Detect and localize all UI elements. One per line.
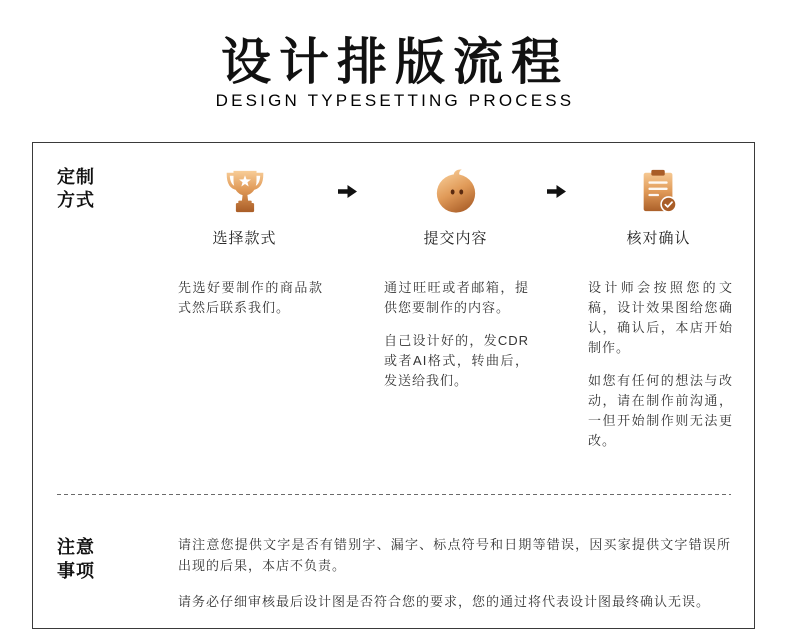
clipboard-clip xyxy=(651,170,664,176)
label-line: 事项 xyxy=(57,561,95,581)
dashed-divider xyxy=(57,494,731,495)
step-label: 提交内容 xyxy=(423,230,488,247)
arrow-right-icon xyxy=(547,185,566,198)
chat-icon xyxy=(433,168,479,214)
description-line: 认，确认后，本店开始 xyxy=(588,320,733,335)
description-line: 供您要制作的内容。 xyxy=(384,300,511,315)
arrow-shape xyxy=(547,185,566,198)
clipboard-line xyxy=(648,181,667,183)
process-panel xyxy=(32,142,755,629)
notes-line: 请务必仔细审核最后设计图是否符合您的要求，您的通过将代表设计图最终确认无误。 xyxy=(178,594,711,609)
page-subtitle: DESIGN TYPESETTING PROCESS xyxy=(215,91,575,110)
step-head xyxy=(383,168,528,250)
step-label: 核对确认 xyxy=(626,230,691,247)
label-line: 注意 xyxy=(57,537,95,557)
chat-eye-right xyxy=(459,189,463,194)
step-label: 选择款式 xyxy=(212,230,277,247)
description-line: 制作。 xyxy=(588,340,631,355)
description-line: 设计师会按照您的文 xyxy=(588,280,733,295)
step-head xyxy=(586,168,731,250)
step-confirm xyxy=(588,168,733,451)
arrow-shape xyxy=(338,185,357,198)
notes-line: 出现的后果，本店不负责。 xyxy=(178,558,347,573)
clipboard-check-icon xyxy=(636,168,682,214)
description-line: 或者AI格式，转曲后， xyxy=(384,353,529,368)
label-line: 定制 xyxy=(57,167,95,187)
trophy-base xyxy=(235,203,253,212)
arrow-right-icon xyxy=(338,185,357,198)
chat-eye-left xyxy=(450,189,454,194)
step-description xyxy=(384,278,529,391)
trophy-stem xyxy=(241,195,247,202)
step-description xyxy=(178,278,323,318)
description-paragraph xyxy=(588,371,733,451)
description-paragraph xyxy=(588,278,733,358)
chat-face xyxy=(436,174,474,212)
step-choose-style xyxy=(178,168,323,318)
description-line: 通过旺旺或者邮箱，提 xyxy=(384,280,529,295)
description-line: 发送给我们。 xyxy=(384,373,469,388)
clipboard-line xyxy=(648,188,667,190)
description-line: 稿，设计效果图给您确 xyxy=(588,300,733,315)
description-line: 动，请在制作前沟通， xyxy=(588,393,733,408)
label-line: 方式 xyxy=(57,190,95,210)
description-line: 改。 xyxy=(588,433,617,448)
description-line: 式然后联系我们。 xyxy=(178,300,291,315)
notes-label xyxy=(57,535,95,583)
description-line: 先选好要制作的商品款 xyxy=(178,280,323,295)
notes-text xyxy=(178,534,731,612)
description-paragraph xyxy=(384,331,529,391)
customization-method-label xyxy=(57,166,95,212)
clipboard-line xyxy=(648,194,659,196)
description-line: 自己设计好的，发CDR xyxy=(384,333,529,348)
notes-paragraph xyxy=(178,534,731,576)
step-description xyxy=(588,278,733,451)
trophy-icon xyxy=(222,168,268,214)
step-head xyxy=(172,168,317,250)
notes-paragraph xyxy=(178,591,731,612)
step-submit-content xyxy=(384,168,529,391)
page-title: 设计排版流程 xyxy=(221,34,569,90)
notes-line: 请注意您提供文字是否有错别字、漏字、标点符号和日期等错误，因买家提供文字错误所 xyxy=(178,537,731,552)
description-line: 如您有任何的想法与改 xyxy=(588,373,733,388)
description-line: 一但开始制作则无法更 xyxy=(588,413,733,428)
check-badge xyxy=(661,198,674,211)
description-paragraph xyxy=(384,278,529,318)
description-paragraph xyxy=(178,278,323,318)
